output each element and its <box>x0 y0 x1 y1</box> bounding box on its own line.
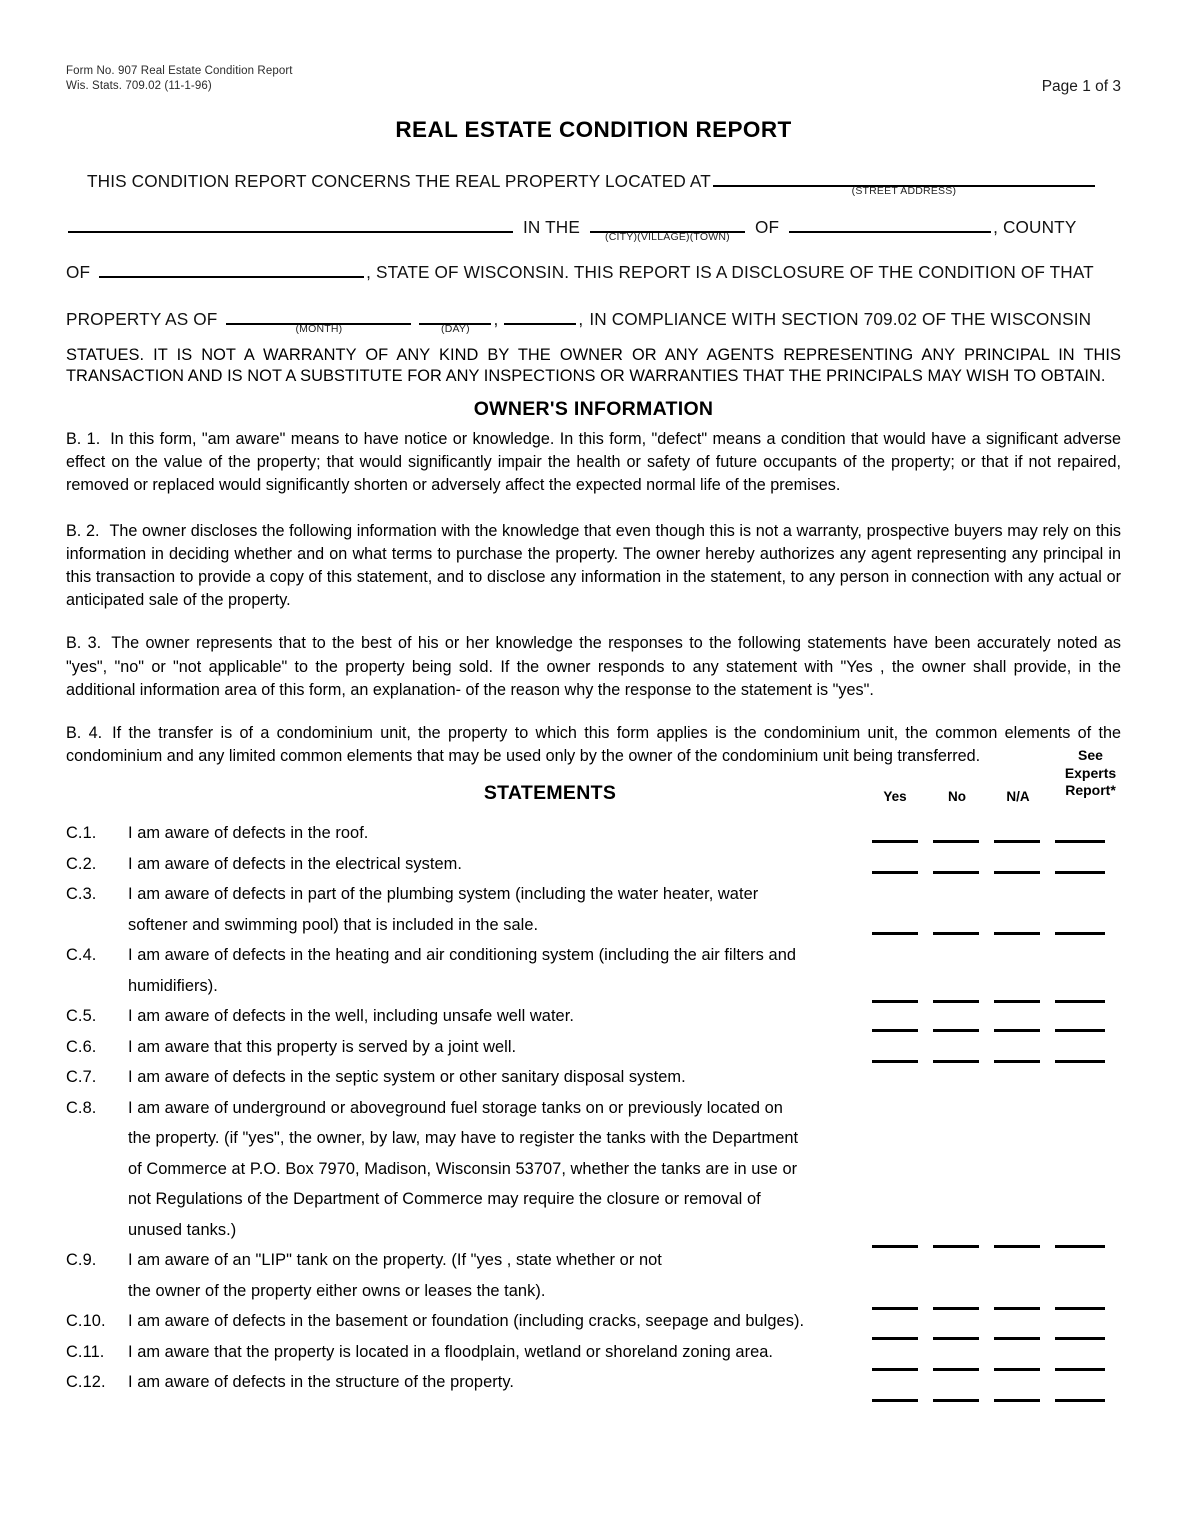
statement-number: C.6. <box>66 1037 97 1056</box>
month-caption: (MONTH) <box>295 323 343 335</box>
answer-blank-yes[interactable] <box>872 932 918 935</box>
statement-text <box>128 1093 918 1246</box>
statement-line: I am aware of underground or aboveground fuel storage tanks on or previously located on <box>128 1098 783 1117</box>
city-village-town-caption: (CITY)(VILLAGE)(TOWN) <box>605 231 730 243</box>
municipality-name-field[interactable] <box>68 214 513 233</box>
paragraph-b3-text: The owner represents that to the best of his or her knowledge the responses to the following statements have been accurately noted as "yes", "no" or "not applicable" to the property being sold. If the owner responds to any statement with "Yes , the owner shall provide, in the additional information area of this form, an explanation- of the reason why the response to the statement is "yes". <box>66 634 1121 699</box>
page-title: REAL ESTATE CONDITION REPORT <box>395 117 792 142</box>
statements-title: STATEMENTS <box>483 782 617 804</box>
fill-in-label-of-1: OF <box>754 217 780 237</box>
street-address-caption: (STREET ADDRESS) <box>851 185 957 197</box>
statement-row-c4 <box>66 940 1124 1001</box>
statement-line: of Commerce at P.O. Box 7970, Madison, Wisconsin 53707, whether the tanks are in use or <box>128 1159 798 1178</box>
answer-blank-no[interactable] <box>933 1060 979 1063</box>
fill-in-row-street <box>66 168 1124 197</box>
fill-in-label-compliance: IN COMPLIANCE WITH SECTION 709.02 OF THE WISCONSIN <box>589 309 1092 329</box>
statues-paragraph: STATUES. IT IS NOT A WARRANTY OF ANY KIND BY THE OWNER OR ANY AGENTS REPRESENTING ANY PRINCIPAL IN THIS TRANSACTION AND IS NOT A SUBSTITUTE FOR ANY INSPECTIONS OR WARRANTIES THAT THE PRINCIPALS MAY WISH TO OBTAIN. <box>66 346 1121 385</box>
statement-line: humidifiers). <box>128 976 218 995</box>
answer-blank-no[interactable] <box>933 932 979 935</box>
statement-number: C.11. <box>66 1342 105 1361</box>
see-experts-report-line-3: Report* <box>1065 782 1116 798</box>
answer-blank-see-experts-report[interactable] <box>1055 1368 1105 1371</box>
paragraph-b3-label: B. 3. <box>66 634 102 653</box>
answer-blank-na[interactable] <box>994 1029 1040 1032</box>
answer-blank-yes[interactable] <box>872 1368 918 1371</box>
answer-blank-yes[interactable] <box>872 1060 918 1063</box>
answer-blank-na[interactable] <box>994 1000 1040 1003</box>
statement-line: I am aware of an "LIP" tank on the property. (If "yes , state whether or not <box>128 1251 662 1269</box>
day-field[interactable] <box>419 306 491 335</box>
county-name-field[interactable] <box>789 214 991 233</box>
statement-line: I am aware of defects in the heating and air conditioning system (including the air filters and <box>128 946 797 964</box>
answer-blank-no[interactable] <box>933 1368 979 1371</box>
paragraph-b1-label: B. 1. <box>66 430 101 448</box>
statement-line: I am aware that this property is served by a joint well. <box>128 1037 517 1056</box>
answer-blank-na[interactable] <box>994 1060 1040 1063</box>
statement-line: I am aware of defects in the well, including unsafe well water. <box>128 1007 574 1025</box>
column-header-yes: Yes <box>883 789 907 804</box>
statement-text <box>128 1032 918 1063</box>
statement-text <box>128 1337 918 1368</box>
statement-row-c3 <box>66 879 1124 940</box>
answer-blank-na[interactable] <box>994 1399 1040 1402</box>
statement-line: I am aware of defects in the roof. <box>128 824 369 842</box>
answer-blank-see-experts-report[interactable] <box>1055 1000 1105 1003</box>
street-address-field[interactable] <box>713 168 1095 197</box>
fill-in-comma-1: , <box>493 309 499 329</box>
fill-in-comma-2: , <box>578 309 584 329</box>
answer-blank-see-experts-report[interactable] <box>1055 1337 1105 1340</box>
answer-blank-no[interactable] <box>933 1307 979 1310</box>
statement-text <box>128 940 918 1001</box>
statement-text <box>128 849 918 880</box>
paragraph-b3 <box>66 632 1121 702</box>
statement-number: C.1. <box>66 824 97 842</box>
answer-blank-no[interactable] <box>933 840 979 843</box>
answer-blank-yes[interactable] <box>872 1245 918 1248</box>
answer-blank-yes[interactable] <box>872 840 918 843</box>
fill-in-label-in-the: IN THE <box>523 217 580 237</box>
statement-line: softener and swimming pool) that is included in the sale. <box>128 915 539 934</box>
statement-row-c7 <box>66 1062 1124 1093</box>
answer-blank-no[interactable] <box>933 1245 979 1248</box>
answer-blank-no[interactable] <box>933 1337 979 1340</box>
answer-blank-see-experts-report[interactable] <box>1055 840 1105 843</box>
answer-blank-no[interactable] <box>933 1029 979 1032</box>
answer-blank-na[interactable] <box>994 1368 1040 1371</box>
statement-number: C.3. <box>66 885 97 903</box>
statement-line: I am aware of defects in the basement or foundation (including cracks, seepage and bulges). <box>128 1312 805 1330</box>
answer-blank-see-experts-report[interactable] <box>1055 1399 1105 1402</box>
owners-information-body <box>66 428 1121 768</box>
statement-line: the property. (if "yes", the owner, by law, may have to register the tanks with the Department <box>128 1129 799 1147</box>
statement-row-c6 <box>66 1032 1124 1063</box>
statements-list <box>66 818 1124 1398</box>
month-field[interactable] <box>226 306 411 335</box>
statement-text <box>128 1245 918 1306</box>
day-caption: (DAY) <box>441 323 470 335</box>
answer-blank-see-experts-report[interactable] <box>1055 871 1105 874</box>
answer-blank-see-experts-report[interactable] <box>1055 1245 1105 1248</box>
paragraph-b1-text: In this form, "am aware" means to have notice or knowledge. In this form, "defect" means a condition that would have a significant adverse effect on the value of the property; that would significantly impair the health or safety of future occupants of the property; or that if not repaired, removed or replaced would significantly shorten or adversely affect the expected normal life of the premises. <box>66 430 1121 495</box>
statement-number: C.10. <box>66 1312 106 1330</box>
column-header-no: No <box>948 789 966 804</box>
answer-blank-na[interactable] <box>994 1245 1040 1248</box>
statement-number: C.9. <box>66 1251 97 1269</box>
answer-blank-see-experts-report[interactable] <box>1055 932 1105 935</box>
answer-blank-yes[interactable] <box>872 871 918 874</box>
form-meta <box>66 64 293 94</box>
form-number-line: Form No. 907 Real Estate Condition Report <box>66 65 293 77</box>
statement-text <box>128 1306 918 1337</box>
statement-row-c11 <box>66 1337 1124 1368</box>
statement-row-c2 <box>66 849 1124 880</box>
answer-blank-yes[interactable] <box>872 1399 918 1402</box>
fill-in-row-city-county <box>66 214 1124 243</box>
paragraph-b1 <box>66 428 1121 498</box>
statement-number: C.2. <box>66 854 97 873</box>
statements-header <box>0 747 1187 812</box>
fill-in-row-state <box>66 259 1124 283</box>
county-field-2[interactable] <box>99 259 364 278</box>
fill-in-row-date <box>66 306 1124 335</box>
answer-blank-na[interactable] <box>994 840 1040 843</box>
see-experts-report-line-2: Experts <box>1064 764 1117 781</box>
fill-in-label-located-at: THIS CONDITION REPORT CONCERNS THE REAL PROPERTY LOCATED AT <box>87 171 711 191</box>
statement-number: C.5. <box>66 1007 97 1025</box>
paragraph-b4-text: If the transfer is of a condominium unit, the property to which this form applies is the condominium unit, the common elements of the condominium and any limited common elements that may be used only by the owner of the condominium unit being transferred. <box>66 724 1121 766</box>
statement-line: I am aware of defects in part of the plumbing system (including the water heater, water <box>128 885 759 903</box>
statement-row-c12 <box>66 1367 1124 1398</box>
year-field[interactable] <box>504 306 576 325</box>
paragraph-b4-label: B. 4. <box>66 724 103 743</box>
statement-number: C.8. <box>66 1098 97 1117</box>
document-header <box>66 64 1121 96</box>
answer-blank-see-experts-report[interactable] <box>1055 1307 1105 1310</box>
form-statute-line: Wis. Stats. 709.02 (11-1-96) <box>66 80 212 92</box>
answer-blank-na[interactable] <box>994 1307 1040 1310</box>
answer-blank-na[interactable] <box>994 932 1040 935</box>
statement-row-c5 <box>66 1001 1124 1032</box>
answer-blank-no[interactable] <box>933 1399 979 1402</box>
statement-number: C.7. <box>66 1068 97 1086</box>
answer-blank-no[interactable] <box>933 1000 979 1003</box>
statement-text <box>128 1001 918 1032</box>
property-fill-in-block <box>66 168 1124 336</box>
paragraph-b4 <box>66 722 1121 768</box>
answer-blank-yes[interactable] <box>872 1307 918 1310</box>
answer-blank-yes[interactable] <box>872 1000 918 1003</box>
fill-in-label-of-2: OF <box>66 262 91 282</box>
see-experts-report-header <box>1043 747 1138 800</box>
statement-row-c1 <box>66 818 1124 849</box>
statement-line: not Regulations of the Department of Commerce may require the closure or removal of <box>128 1190 761 1208</box>
fill-in-label-property-as-of: PROPERTY AS OF <box>66 309 218 329</box>
statement-row-c9 <box>66 1245 1124 1306</box>
fill-in-label-state-wisconsin: , STATE OF WISCONSIN. THIS REPORT IS A DISCLOSURE OF THE CONDITION OF THAT <box>366 262 1094 282</box>
answer-blank-no[interactable] <box>933 871 979 874</box>
column-header-na: N/A <box>1006 789 1030 804</box>
statement-text <box>128 1367 918 1398</box>
answer-blank-yes[interactable] <box>872 1337 918 1340</box>
fill-in-label-county: , COUNTY <box>993 217 1077 237</box>
statement-text <box>128 1062 918 1093</box>
owners-information-heading: OWNER'S INFORMATION <box>473 398 714 420</box>
statement-text <box>128 818 918 849</box>
statement-text <box>128 879 918 940</box>
statement-line: I am aware that the property is located in a floodplain, wetland or shoreland zoning area. <box>128 1342 774 1361</box>
statement-number: C.12. <box>66 1373 106 1391</box>
statement-row-c10 <box>66 1306 1124 1337</box>
answer-blank-yes[interactable] <box>872 1029 918 1032</box>
statement-row-c8 <box>66 1093 1124 1246</box>
paragraph-b2-label: B. 2. <box>66 521 100 540</box>
statement-line: unused tanks.) <box>128 1220 237 1239</box>
answer-blank-na[interactable] <box>994 1337 1040 1340</box>
page-number: Page 1 of 3 <box>1041 78 1121 95</box>
answer-blank-see-experts-report[interactable] <box>1055 1060 1105 1063</box>
city-village-town-field[interactable] <box>590 214 745 243</box>
statement-number: C.4. <box>66 946 97 964</box>
statement-line: the owner of the property either owns or leases the tank). <box>128 1281 546 1300</box>
answer-blank-na[interactable] <box>994 871 1040 874</box>
see-experts-report-line-1: See <box>1078 747 1103 763</box>
answer-blank-see-experts-report[interactable] <box>1055 1029 1105 1032</box>
statement-line: I am aware of defects in the structure of the property. <box>128 1373 514 1391</box>
paragraph-b2-text: The owner discloses the following information with the knowledge that even though this is not a warranty, prospective buyers may rely on this information in deciding whether and on what terms to purchase the property. The owner hereby authorizes any agent representing any principal in this transaction to provide a copy of this statement, and to disclose any information in the statement, to any person in connection with any actual or anticipated sale of the property. <box>66 521 1122 610</box>
statement-line: I am aware of defects in the electrical system. <box>128 854 462 873</box>
paragraph-b2 <box>66 520 1121 613</box>
statement-line: I am aware of defects in the septic system or other sanitary disposal system. <box>128 1068 686 1086</box>
